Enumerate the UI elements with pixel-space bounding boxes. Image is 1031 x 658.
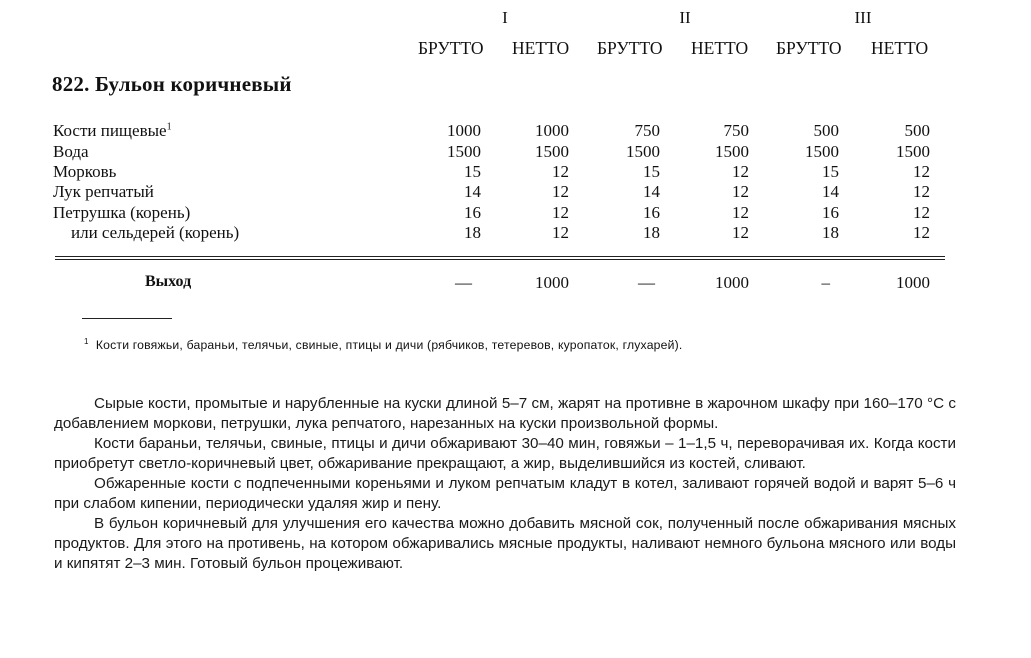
table-cell: 12 bbox=[913, 223, 930, 242]
table-cell: 12 bbox=[732, 223, 749, 242]
table-cell: 12 bbox=[913, 182, 930, 201]
footnote-separator bbox=[82, 318, 172, 319]
table-cell: 1500 bbox=[715, 142, 749, 161]
table-cell: 1500 bbox=[535, 142, 569, 161]
ingredient-name: или сельдерей (корень) bbox=[71, 223, 240, 242]
yield-cell: — bbox=[455, 273, 472, 292]
ingredient-name: Вода bbox=[53, 142, 89, 161]
table-cell: 16 bbox=[822, 203, 839, 222]
yield-cell: 1000 bbox=[896, 273, 930, 292]
footnote-marker: 1 bbox=[166, 121, 172, 133]
paragraph: Кости бараньи, телячьи, свиные, птицы и дичи обжаривают 30–40 мин, говяжьи – 1–1,5 ч, переворачивая их. Когда кости приобретут светло-коричневый цвет, обжаривание прекращают, а жир, выделившийся из костей, сливают. bbox=[54, 435, 956, 472]
yield-label: Выход bbox=[145, 273, 192, 290]
table-cell: 12 bbox=[732, 203, 749, 222]
group-header-1: I bbox=[502, 8, 508, 27]
table-cell: 750 bbox=[634, 121, 660, 140]
group-header-2: II bbox=[679, 8, 691, 27]
table-cell: 14 bbox=[643, 182, 660, 201]
col-header-netto-3: НЕТТО bbox=[871, 38, 929, 58]
recipe-title: 822. Бульон коричневый bbox=[52, 72, 292, 96]
table-cell: 750 bbox=[723, 121, 749, 140]
paragraph: Обжаренные кости с подпеченными кореньями и луком репчатым кладут в котел, заливают горячей водой и варят 5–6 ч при слабом кипении, периодически удаляя жир и пену. bbox=[54, 475, 956, 512]
yield-cell: – bbox=[821, 273, 830, 292]
table-cell: 500 bbox=[813, 121, 839, 140]
table-divider bbox=[55, 256, 945, 257]
table-cell: 12 bbox=[732, 182, 749, 201]
col-header-brutto-2: БРУТТО bbox=[597, 38, 663, 58]
body-text bbox=[54, 394, 956, 574]
table-cell: 12 bbox=[913, 203, 930, 222]
table-cell: 12 bbox=[552, 182, 569, 201]
table-cell: 12 bbox=[552, 162, 569, 181]
table-cell: 1500 bbox=[805, 142, 839, 161]
table-cell: 500 bbox=[904, 121, 930, 140]
paragraph: Сырые кости, промытые и нарубленные на куски длиной 5–7 см, жарят на противне в жарочном шкафу при 160–170 °С с добавлением моркови, петрушки, лука репчатого, нарезанных на куски произвольной формы. bbox=[54, 395, 956, 432]
ingredient-name: Петрушка (корень) bbox=[53, 203, 191, 222]
table-cell: 12 bbox=[913, 162, 930, 181]
footnote-text: Кости говяжьи, бараньи, телячьи, свиные, птицы и дичи (рябчиков, тетеревов, куропаток, глухарей). bbox=[95, 338, 683, 353]
table-cell: 1000 bbox=[447, 121, 481, 140]
ingredient-name: Кости пищевые$^1$ bbox=[53, 121, 172, 140]
table-cell: 1500 bbox=[626, 142, 660, 161]
table-cell: 18 bbox=[822, 223, 839, 242]
col-header-netto-2: НЕТТО bbox=[691, 38, 749, 58]
footnote bbox=[84, 337, 683, 352]
table-cell: 12 bbox=[552, 223, 569, 242]
footnote-marker: 1 bbox=[84, 337, 89, 346]
table-cell: 18 bbox=[464, 223, 481, 242]
col-header-netto-1: НЕТТО bbox=[512, 38, 570, 58]
table-divider bbox=[55, 259, 945, 260]
table-cell: 15 bbox=[822, 162, 839, 181]
ingredient-name: Морковь bbox=[53, 162, 117, 181]
table-cell: 16 bbox=[643, 203, 660, 222]
paragraph: В бульон коричневый для улучшения его качества можно добавить мясной сок, полученный после обжаривания мясных продуктов. Для этого на противень, на котором обжаривались мясные продукты, наливают немного бульона мясного или воды и кипятят 2–3 мин. Готовый бульон процеживают. bbox=[54, 515, 956, 572]
table-cell: 14 bbox=[464, 182, 481, 201]
table-cell: 12 bbox=[552, 203, 569, 222]
col-header-brutto-3: БРУТТО bbox=[776, 38, 842, 58]
table-cell: 16 bbox=[464, 203, 481, 222]
yield-cell: 1000 bbox=[535, 273, 569, 292]
yield-cell: — bbox=[638, 273, 655, 292]
group-header-3: III bbox=[854, 8, 872, 27]
table-cell: 1500 bbox=[447, 142, 481, 161]
table-cell: 15 bbox=[643, 162, 660, 181]
table-cell: 12 bbox=[732, 162, 749, 181]
table-cell: 1000 bbox=[535, 121, 569, 140]
ingredient-name: Лук репчатый bbox=[53, 182, 154, 201]
table-cell: 1500 bbox=[896, 142, 930, 161]
table-cell: 14 bbox=[822, 182, 839, 201]
table-cell: 18 bbox=[643, 223, 660, 242]
yield-cell: 1000 bbox=[715, 273, 749, 292]
table-cell: 15 bbox=[464, 162, 481, 181]
col-header-brutto-1: БРУТТО bbox=[418, 38, 484, 58]
